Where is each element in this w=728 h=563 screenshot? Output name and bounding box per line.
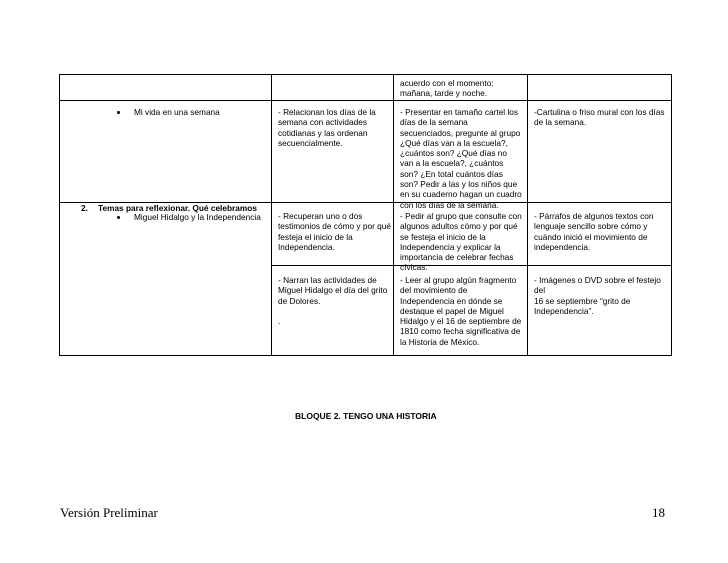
activities-cell: - Pedir al grupo que consulte con algunos adultos cómo y por qué se festeja el inicio de la Independencia y explicar la importancia de celebrar fechas cívicas.	[400, 211, 522, 273]
theme-number: 2.	[81, 203, 88, 213]
bullet-icon	[117, 111, 120, 114]
learning-cell: - Narran las actividades de Miguel Hidalgo el día del grito de Dolores. .	[278, 275, 388, 327]
theme-item-mi-vida: Mi vida en una semana	[134, 107, 220, 117]
activities-cell: - Leer al grupo algún fragmento del movimiento de Independencia en dónde se destaque el papel de Miguel Hidalgo y el 16 de septiembre de 1810 como fecha significativa de la Historia de México.	[400, 275, 522, 347]
section-heading: BLOQUE 2. TENGO UNA HISTORIA	[295, 411, 437, 421]
bullet-icon	[117, 216, 120, 219]
lesson-table	[59, 74, 672, 356]
theme-item-hidalgo: Miguel Hidalgo y la Independencia	[134, 212, 261, 222]
page-number: 18	[652, 505, 665, 520]
resources-cell: -Cartulina o friso mural con los días de la semana.	[534, 107, 665, 128]
row-divider	[60, 100, 672, 101]
learning-cell: - Relacionan los días de la semana con actividades cotidianas y las ordenan secuencialmente.	[278, 107, 376, 148]
column-divider	[271, 75, 272, 355]
activities-cell: - Presentar en tamaño cartel los días de la semana secuenciados, pregunte al grupo ¿Qué días van a la escuela?, ¿cuántos son? ¿Qué días no van a la escuela?, ¿cuántos son? ¿En total cuántos días son? Pedir a las y los niños que en su cuaderno hagan un cuadro con los días de la semana.	[400, 107, 522, 210]
column-divider	[393, 75, 394, 355]
footer-version: Versión Preliminar	[60, 505, 158, 520]
theme-title: Temas para reflexionar. Qué celebramos	[98, 203, 257, 213]
column-divider	[527, 75, 528, 355]
learning-cell: - Recuperan uno o dos testimonios de cómo y por qué festeja el inicio de la Independencia.	[278, 211, 391, 252]
resources-cell: - Párrafos de algunos textos con lenguaje sencillo sobre cómo y cuándo inició el movimiento de independencia.	[534, 211, 654, 252]
activities-continuation: acuerdo con el momento: mañana, tarde y noche.	[400, 78, 494, 99]
resources-cell: - Imágenes o DVD sobre el festejo del 16 se septiembre “grito de Independencia”.	[534, 275, 661, 316]
